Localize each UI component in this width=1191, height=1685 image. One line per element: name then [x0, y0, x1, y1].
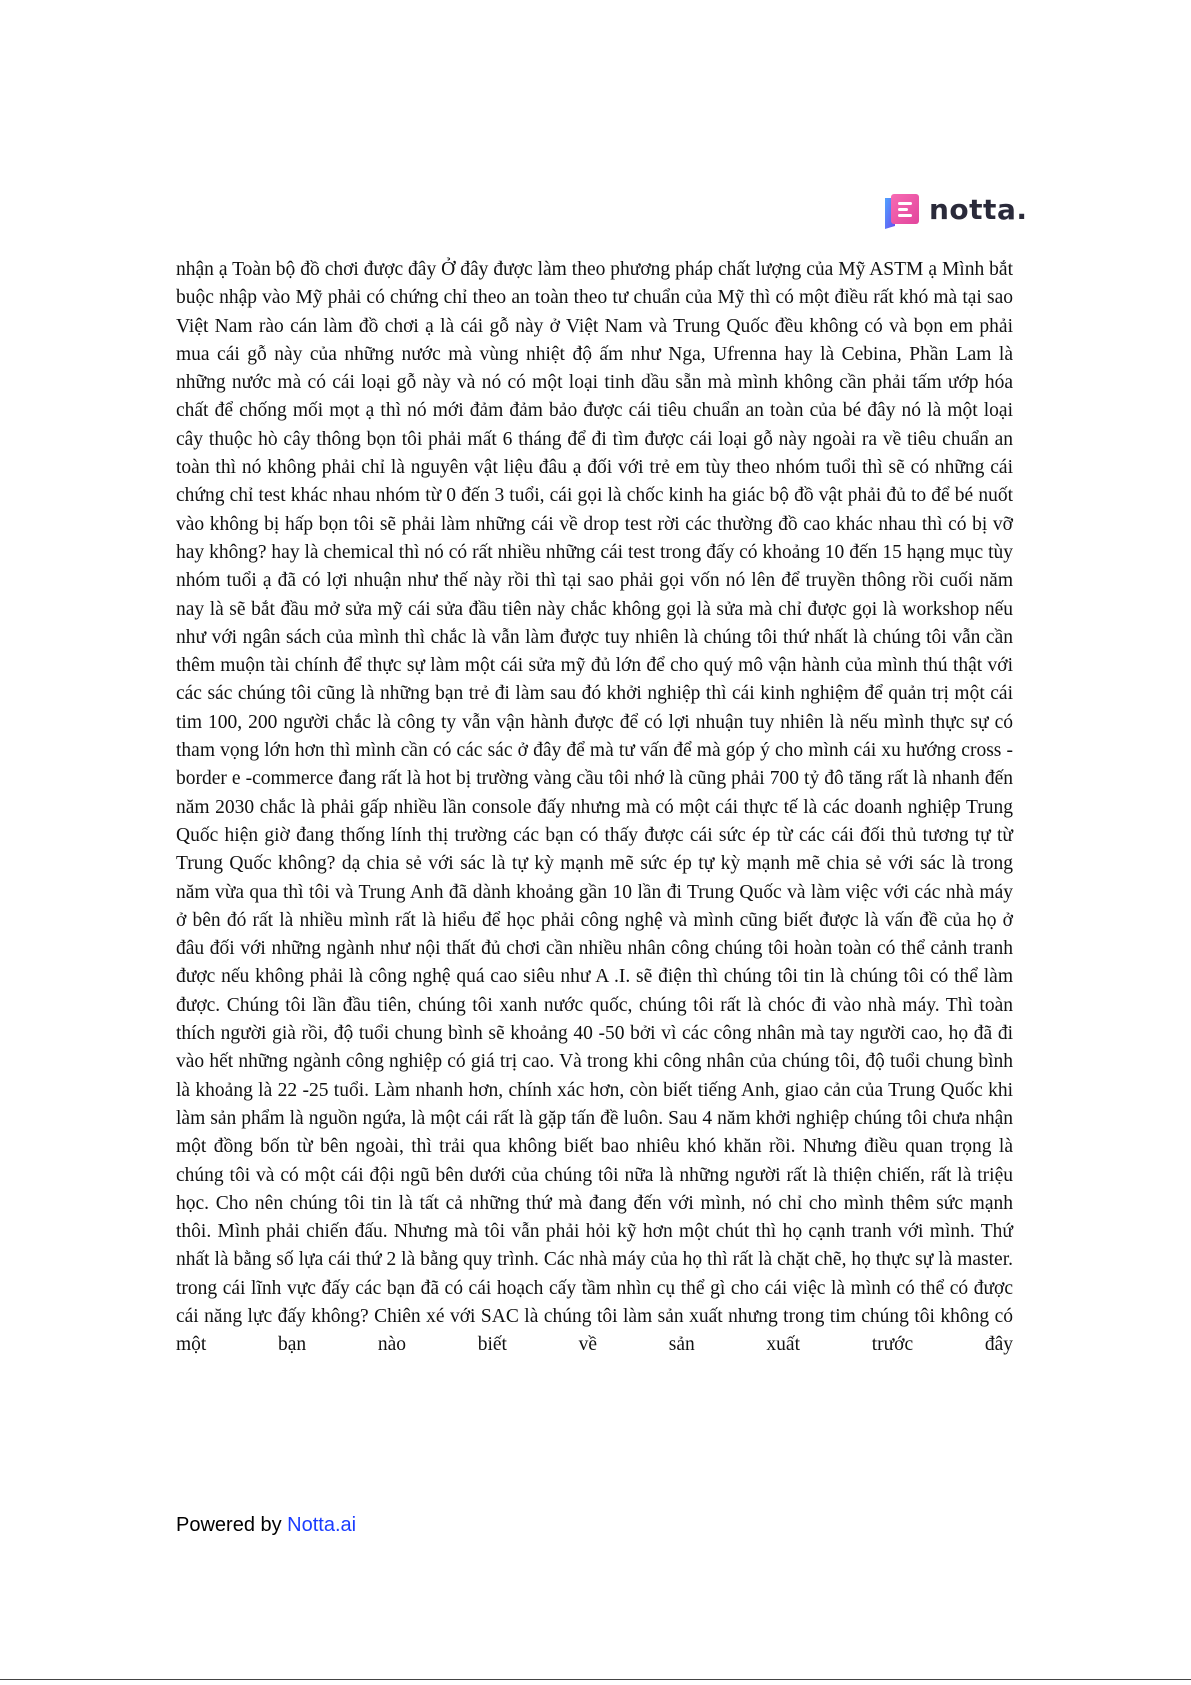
- notta-link[interactable]: Notta.ai: [287, 1514, 357, 1536]
- notta-logo-icon: [883, 192, 923, 230]
- powered-by-footer: [176, 1514, 356, 1537]
- page-bottom-rule: [0, 1679, 1191, 1680]
- powered-by-label: Powered by: [176, 1514, 288, 1536]
- notta-logo-text: notta.: [929, 193, 1028, 226]
- notta-logo: [883, 192, 1027, 230]
- transcript-text: nhận ạ Toàn bộ đồ chơi được đây Ở đây được làm theo phương pháp chất lượng của Mỹ ASTM ạ Mình bắt buộc nhập vào Mỹ phải có chứng chỉ theo an toàn theo tư chuẩn của Mỹ thì có một điều rất khó mà tại sao Việt Nam rào cán làm đồ chơi ạ là cái gỗ này ở Việt Nam và Trung Quốc đều không có và bọn em phải mua cái gỗ này của những nước mà vùng nhiệt độ ấm như Nga, Ufrenna hay là Cebina, Phần Lam là những nước mà có cái loại gỗ này và nó có một loại tinh dầu sẵn mà mình không cần phải tấm ướp hóa chất để chống mối mọt ạ thì nó mới đảm đảm bảo được cái tiêu chuẩn an toàn của bé đây nó là một loại cây thuộc hò cây thông bọn tôi phải mất 6 tháng để đi tìm được cái loại gỗ này ngoài ra về tiêu chuẩn an toàn thì nó không phải chỉ là nguyên vật liệu đâu ạ đối với trẻ em tùy theo nhóm tuổi thì sẽ có những cái chứng chỉ test khác nhau nhóm từ 0 đến 3 tuổi, cái gọi là chốc kinh ha giác bộ đồ vật phải đủ to để bé nuốt vào không bị hấp bọn tôi sẽ phải làm những cái về drop test rời các thường đồ cao khác nhau thì có bị vỡ hay không? hay là chemical thì nó có rất nhiều những cái test trong đấy có khoảng 10 đến 15 hạng mục tùy nhóm tuổi ạ đã có lợi nhuận như thế này rồi thì tại sao phải gọi vốn nó lên để truyền thông rồi cuối năm nay là sẽ bắt đầu mở sửa mỹ cái sửa đầu tiên này chắc không gọi là sửa mà chỉ được gọi là workshop nếu như với ngân sách của mình thì chắc là vẫn làm được tuy nhiên là chúng tôi thứ nhất là chúng tôi vẫn cần thêm muộn tài chính để thực sự làm một cái sửa mỹ đủ lớn để cho quý mô vận hành của mình thú thật với các sác chúng tôi cũng là những bạn trẻ đi làm sau đó khởi nghiệp thì cái kinh nghiệm để quản trị một cái tim 100, 200 người chắc là công ty vẫn vận hành được để có lợi nhuận tuy nhiên là nếu mình thực sự có tham vọng lớn hơn thì mình cần có các sác ở đây để mà tư vấn để mà góp ý cho mình cái xu hướng cross -border e -commerce đang rất là hot bị trường vàng cầu tôi nhớ là cũng phải 700 tỷ đô tăng rất là nhanh đến năm 2030 chắc là phải gấp nhiều lần console đấy nhưng mà có một cái thực tế là các doanh nghiệp Trung Quốc hiện giờ đang thống lính thị trường các bạn có thấy được cái sức ép từ các cái đối thủ tương tự từ Trung Quốc không? dạ chia sẻ với sác là tự kỳ mạnh mẽ sức ép tự kỳ mạnh mẽ chia sẻ với sác là trong năm vừa qua thì tôi và Trung Anh đã dành khoảng gần 10 lần đi Trung Quốc và làm việc với các nhà máy ở bên đó rất là nhiều mình rất là hiểu để học phải công nghệ và mình cũng biết được là vấn đề của họ ở đâu đối với những ngành như nội thất đủ chơi cần nhiều nhân công chúng tôi hoàn toàn có thể cảnh tranh được nếu không phải là công nghệ quá cao siêu như A .I. sẽ điện thì chúng tôi tin là chúng tôi có thể làm được. Chúng tôi lần đầu tiên, chúng tôi xanh nước quốc, chúng tôi rất là chóc đi vào nhà máy. Thì toàn thích người già rồi, độ tuổi chung bình sẽ khoảng 40 -50 bởi vì các công nhân mà tay người cao, họ đã đi vào hết những ngành công nghiệp có giá trị cao. Và trong khi công nhân của chúng tôi, độ tuổi chung bình là khoảng là 22 -25 tuổi. Làm nhanh hơn, chính xác hơn, còn biết tiếng Anh, giao cản của Trung Quốc khi làm sản phẩm là nguồn ngứa, là một cái rất là gặp tấn đề luôn. Sau 4 năm khởi nghiệp chúng tôi chưa nhận một đồng bốn từ bên ngoài, thì trải qua không biết bao nhiêu khó khăn rồi. Nhưng điều quan trọng là chúng tôi và có một cái đội ngũ bên dưới của chúng tôi nữa là những người rất là thiện chiến, rất là triệu học. Cho nên chúng tôi tin là tất cả những thứ mà đang đến với mình, nó chỉ cho mình thêm sức mạnh thôi. Mình phải chiến đấu. Nhưng mà tôi vẫn phải hỏi kỹ hơn một chút thì họ cạnh tranh với mình. Thứ nhất là bằng số lựa cái thứ 2 là bằng quy trình. Các nhà máy của họ thì rất là chặt chẽ, họ thực sự là master. trong cái lĩnh vực đấy các bạn đã có cái hoạch cấy tầm nhìn cụ thể gì cho cái việc là mình có thể có được cái năng lực đấy không? Chiên xé với SAC là chúng tôi làm sản xuất nhưng trong tim chúng tôi không có một bạn nào biết về sản xuất trước đây: [176, 259, 1013, 1356]
